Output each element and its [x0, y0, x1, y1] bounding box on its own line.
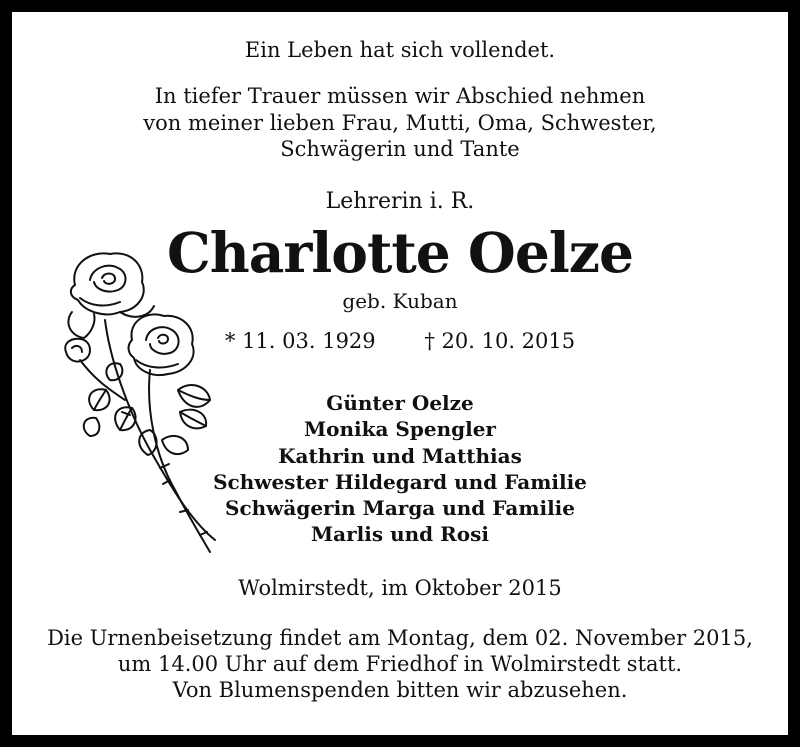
- opening-line: Ein Leben hat sich vollendet.: [244, 38, 556, 62]
- place-date: Wolmirstedt, im Oktober 2015: [238, 576, 562, 600]
- deceased-name: Charlotte Oelze: [167, 220, 633, 285]
- mourner-4: Schwester Hildegard und Familie: [213, 469, 587, 494]
- funeral-line-1: Die Urnenbeisetzung findet am Montag, dem 02. November 2015,: [47, 626, 753, 650]
- mourner-3: Kathrin und Matthias: [278, 443, 522, 468]
- death-date: † 20. 10. 2015: [424, 329, 576, 353]
- birth-name: geb. Kuban: [342, 289, 458, 313]
- intro-line-2: von meiner lieben Frau, Mutti, Oma, Schwester,: [143, 110, 657, 135]
- deceased-title: Lehrerin i. R.: [325, 189, 475, 214]
- funeral-line-2: um 14.00 Uhr auf dem Friedhof in Wolmirstedt statt.: [117, 652, 683, 676]
- mourner-6: Marlis und Rosi: [311, 522, 489, 547]
- obituary-card: [12, 12, 788, 735]
- mourner-2: Monika Spengler: [304, 417, 496, 442]
- mourners-list: [12, 390, 788, 548]
- mourner-1: Günter Oelze: [326, 391, 474, 415]
- mourner-5: Schwägerin Marga und Familie: [225, 496, 575, 521]
- funeral-notice: [12, 625, 788, 703]
- intro-line-1: In tiefer Trauer müssen wir Abschied nehmen: [154, 84, 646, 108]
- intro-line-3: Schwägerin und Tante: [280, 137, 520, 161]
- intro-text: [12, 83, 788, 163]
- funeral-line-3: Von Blumenspenden bitten wir abzusehen.: [172, 678, 628, 702]
- birth-date: * 11. 03. 1929: [224, 329, 376, 353]
